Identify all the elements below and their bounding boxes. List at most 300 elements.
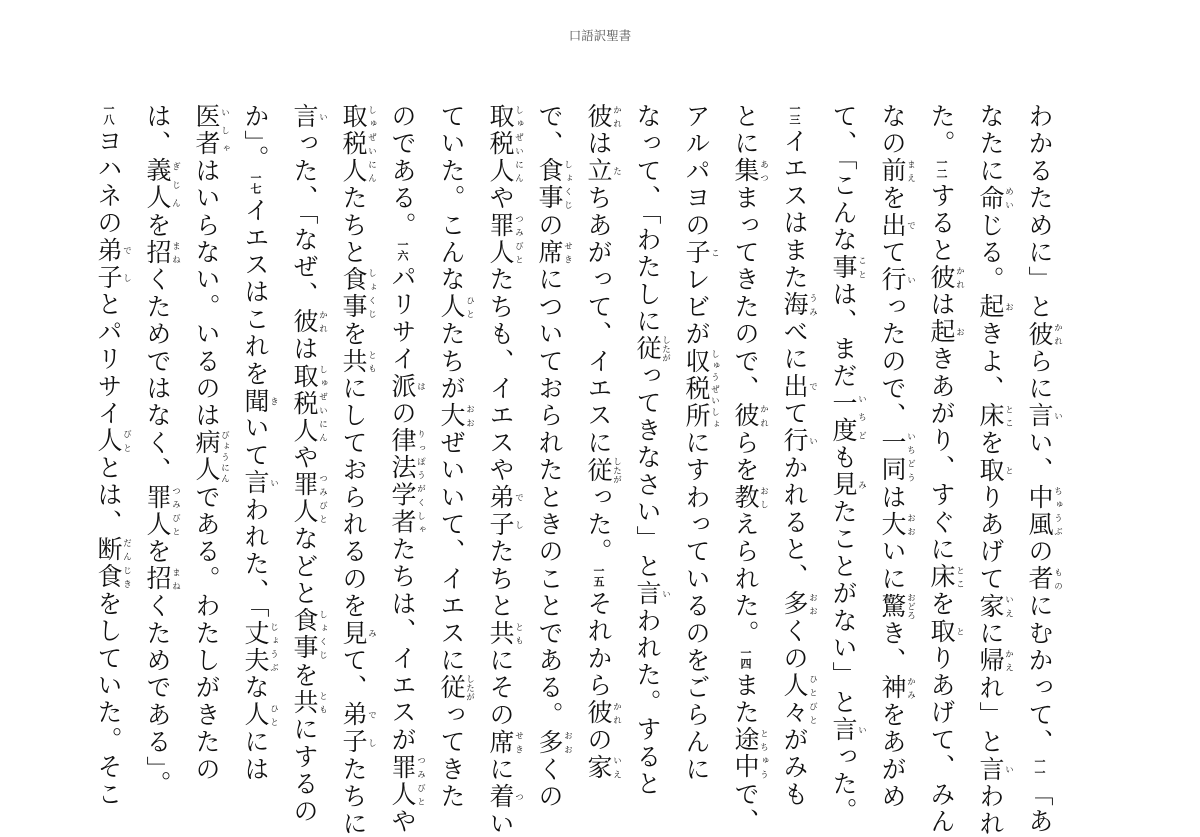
text-segment: に <box>976 619 1005 648</box>
ruby-word <box>1025 565 1063 593</box>
text-segment: アルパヨの <box>682 103 711 239</box>
ruby-base-text: 取税人 <box>339 103 368 185</box>
furigana-reading: とこ <box>954 563 965 591</box>
ruby-word <box>94 536 132 591</box>
verse-number: 一四 <box>739 647 752 670</box>
ruby-word <box>976 456 1014 484</box>
ruby-word <box>829 716 867 744</box>
ruby-word <box>388 427 426 537</box>
furigana-reading: おお <box>905 511 916 539</box>
ruby-word <box>486 783 524 811</box>
ruby-base-text: 義人 <box>143 157 172 212</box>
text-segment: て、 <box>339 647 368 702</box>
ruby-base-text: 中風 <box>1025 483 1054 539</box>
furigana-reading: とこ <box>1003 402 1014 430</box>
text-line <box>439 103 475 810</box>
ruby-base-text: 丈夫 <box>241 619 270 675</box>
ruby-base-text: 共 <box>290 688 319 717</box>
ruby-base-text: 食事 <box>339 266 368 321</box>
furigana-reading: もの <box>1052 565 1063 593</box>
text-segment: また <box>731 672 760 727</box>
ruby-base-text: 前 <box>878 157 907 185</box>
ruby-word <box>976 184 1014 212</box>
ruby-base-text: 従 <box>584 456 613 484</box>
text-segment: とに <box>731 103 760 158</box>
ruby-base-text: 弟子 <box>339 701 368 756</box>
ruby-word <box>878 157 916 185</box>
furigana-reading: じょうぶ <box>268 619 279 675</box>
ruby-word <box>486 619 524 648</box>
text-segment: った。 <box>584 483 613 566</box>
text-segment: て <box>780 400 809 428</box>
text-segment: レビが <box>682 266 711 348</box>
verse-number: 一六 <box>396 239 409 261</box>
ruby-base-text: 断食 <box>94 536 123 591</box>
furigana-reading: お <box>1003 293 1014 321</box>
ruby-word <box>780 427 818 455</box>
text-segment: らを <box>731 429 760 484</box>
furigana-reading: おどろ <box>905 592 916 620</box>
text-line <box>341 103 377 837</box>
ruby-word <box>192 429 230 484</box>
ruby-base-text: 大 <box>437 402 466 430</box>
text-segment: べに <box>780 318 809 373</box>
furigana-reading: りっぽうがくしゃ <box>415 427 426 537</box>
ruby-base-text: 人々 <box>780 672 809 727</box>
furigana-reading: びょうにん <box>219 429 230 484</box>
text-segment: われた。すると <box>633 607 662 798</box>
ruby-word <box>290 471 328 526</box>
ruby-word <box>241 701 279 729</box>
furigana-reading: い <box>807 427 818 455</box>
ruby-base-text: 行 <box>878 266 907 294</box>
ruby-base-text: 食事 <box>290 607 319 662</box>
ruby-base-text: 弟子 <box>94 236 123 292</box>
ruby-base-text: 神 <box>878 674 907 702</box>
ruby-word <box>927 318 965 346</box>
text-line <box>488 103 524 837</box>
furigana-reading: でし <box>366 701 377 756</box>
text-segment: の <box>584 726 613 754</box>
text-segment: や <box>290 444 319 472</box>
ruby-word <box>633 335 671 363</box>
furigana-reading: びと <box>121 427 132 455</box>
text-segment: の <box>388 400 417 428</box>
text-line <box>1027 103 1063 835</box>
furigana-reading: み <box>366 619 377 648</box>
furigana-reading: つみびと <box>513 211 524 267</box>
ruby-base-text: 彼 <box>584 103 613 131</box>
ruby-word <box>878 674 916 702</box>
text-line <box>635 103 671 798</box>
text-segment: や <box>486 184 515 212</box>
furigana-reading: したが <box>611 456 622 484</box>
ruby-base-text: 集 <box>731 157 760 185</box>
text-segment: たちに <box>339 755 368 837</box>
furigana-reading: い <box>268 469 279 497</box>
ruby-base-text: 教 <box>731 483 760 512</box>
ruby-word <box>437 293 475 321</box>
ruby-base-text: 多 <box>535 728 564 756</box>
text-segment: りあげて <box>976 483 1005 593</box>
text-segment: かれると、 <box>780 454 809 591</box>
text-segment: たことがない」と <box>829 498 858 717</box>
furigana-reading: い <box>660 580 671 608</box>
ruby-base-text: 言 <box>1025 402 1054 430</box>
text-segment: である。わたしがきたの <box>192 483 221 784</box>
ruby-word <box>388 372 426 401</box>
text-segment: た。 <box>927 103 956 158</box>
text-segment: は <box>584 130 613 158</box>
ruby-word <box>241 387 279 415</box>
text-segment: たちと <box>486 538 515 620</box>
ruby-base-text: 従 <box>437 674 466 702</box>
ruby-word <box>290 362 328 445</box>
furigana-reading: は <box>415 372 426 400</box>
text-segment: い <box>486 810 515 837</box>
text-segment: はいらない。いるのは <box>192 157 221 430</box>
text-segment: を <box>927 590 956 618</box>
text-line <box>243 103 279 783</box>
ruby-word <box>339 266 377 321</box>
ruby-word <box>486 728 524 756</box>
ruby-word <box>976 647 1014 675</box>
furigana-reading: つみびと <box>415 753 426 809</box>
ruby-word <box>927 264 965 292</box>
ruby-base-text: 招 <box>143 565 172 593</box>
text-segment: じる。 <box>976 211 1005 294</box>
ruby-base-text: 派 <box>388 372 417 401</box>
ruby-word <box>339 347 377 376</box>
ruby-base-text: 子 <box>682 239 711 267</box>
ruby-word <box>878 592 916 620</box>
text-segment: の <box>1025 538 1054 566</box>
text-segment: ていた。こんな <box>437 103 466 294</box>
text-segment: った、「なぜ、 <box>290 130 319 309</box>
text-segment: き、 <box>878 619 907 675</box>
furigana-reading: とも <box>317 688 328 717</box>
text-segment: は、まだ <box>829 280 858 390</box>
furigana-reading: しょくじ <box>366 266 377 321</box>
ruby-word <box>486 103 524 185</box>
text-line <box>145 103 181 798</box>
text-segment: イエスはまた <box>780 128 809 292</box>
text-segment: にむかって、 <box>1025 592 1054 756</box>
ruby-base-text: 見 <box>829 471 858 499</box>
text-segment: らに <box>1025 347 1054 403</box>
ruby-base-text: 立 <box>584 157 613 185</box>
ruby-word <box>682 239 720 267</box>
text-segment: についておられたときのことである。 <box>535 266 564 729</box>
ruby-word <box>241 469 279 497</box>
furigana-reading: しゅぜいにん <box>317 362 328 445</box>
ruby-word <box>584 456 622 484</box>
furigana-reading: と <box>954 617 965 645</box>
ruby-base-text: 事 <box>829 253 858 281</box>
ruby-word <box>339 619 377 648</box>
text-segment: イエスはこれを <box>241 197 270 388</box>
furigana-reading: まね <box>170 239 181 267</box>
ruby-base-text: 招 <box>143 239 172 267</box>
ruby-base-text: 途中 <box>731 726 760 781</box>
furigana-reading: おし <box>758 483 769 512</box>
text-segment: ヨハネの <box>94 128 123 237</box>
text-segment: を <box>878 184 907 212</box>
ruby-word <box>682 347 720 430</box>
ruby-word <box>731 157 769 185</box>
text-segment: で、 <box>731 780 760 836</box>
ruby-word <box>878 429 916 484</box>
furigana-reading: まえ <box>905 157 916 185</box>
ruby-base-text: 罪人 <box>388 753 417 809</box>
text-segment: にその <box>486 647 515 729</box>
text-segment: ってきた <box>437 701 466 811</box>
text-segment: くの <box>535 755 564 811</box>
text-segment: にすわっているのをごらんに <box>682 429 711 784</box>
ruby-base-text: 起 <box>976 293 1005 321</box>
text-segment: なって、「わたしに <box>633 103 662 336</box>
ruby-word <box>535 239 573 267</box>
text-segment: て、「こんな <box>829 103 858 254</box>
furigana-reading: つみびと <box>317 471 328 526</box>
text-segment: いて <box>241 414 270 470</box>
ruby-base-text: 一同 <box>878 429 907 484</box>
text-segment: りあげて、みん <box>927 644 956 836</box>
furigana-reading: したが <box>464 674 475 702</box>
ruby-word <box>829 471 867 499</box>
text-segment: を <box>143 538 172 566</box>
ruby-base-text: 一度 <box>829 389 858 445</box>
furigana-reading: おお <box>807 590 818 618</box>
furigana-reading: と <box>1003 456 1014 484</box>
ruby-base-text: 席 <box>535 239 564 267</box>
furigana-reading: い <box>317 103 328 131</box>
furigana-reading: こと <box>856 253 867 281</box>
text-segment: わかるために」と <box>1025 103 1054 321</box>
text-segment: も <box>829 444 858 472</box>
ruby-word <box>535 157 573 212</box>
ruby-base-text: 収税所 <box>682 347 711 430</box>
ruby-word <box>927 617 965 645</box>
ruby-base-text: 取税人 <box>290 362 319 445</box>
ruby-base-text: 家 <box>584 753 613 781</box>
ruby-base-text: 彼 <box>290 308 319 336</box>
ruby-base-text: 言 <box>290 103 319 131</box>
ruby-word <box>829 389 867 445</box>
ruby-base-text: 者 <box>1025 565 1054 593</box>
ruby-base-text: 従 <box>633 335 662 363</box>
ruby-word <box>976 592 1014 620</box>
ruby-word <box>437 402 475 430</box>
ruby-word <box>192 103 230 158</box>
ruby-base-text: 席 <box>486 728 515 756</box>
furigana-reading: かれ <box>758 402 769 430</box>
ruby-base-text: 言 <box>241 469 270 497</box>
ruby-base-text: 罪人 <box>486 211 515 267</box>
text-segment: は <box>927 291 956 319</box>
text-segment: ちあがって、イエスに <box>584 184 613 457</box>
ruby-base-text: 弟子 <box>486 483 515 539</box>
ruby-word <box>584 103 622 131</box>
ruby-word <box>143 483 181 539</box>
furigana-reading: いしゃ <box>219 103 230 158</box>
text-segment: の <box>535 211 564 240</box>
verse-number: 一七 <box>249 172 262 195</box>
verse-number: 一二 <box>935 157 948 180</box>
ruby-base-text: 医者 <box>192 103 221 158</box>
text-line <box>194 103 230 783</box>
furigana-reading: でし <box>513 483 524 539</box>
ruby-word <box>878 511 916 539</box>
text-line <box>929 103 965 835</box>
text-segment: い、 <box>1025 429 1054 484</box>
furigana-reading: ちゅうぶ <box>1052 483 1063 539</box>
furigana-reading: こ <box>709 239 720 267</box>
verse-number: 一五 <box>592 565 605 588</box>
ruby-base-text: 出 <box>878 211 907 240</box>
ruby-base-text: 罪人 <box>143 483 172 539</box>
ruby-base-text: 言 <box>633 580 662 608</box>
text-segment: や <box>388 808 417 836</box>
text-segment: えられた。 <box>731 511 760 648</box>
text-segment: ったので、 <box>878 293 907 430</box>
text-segment: を <box>143 211 172 240</box>
furigana-reading: で <box>905 211 916 239</box>
text-line <box>831 103 867 825</box>
furigana-reading: でし <box>121 236 132 292</box>
text-segment: か」。 <box>241 103 270 173</box>
ruby-base-text: 言 <box>976 755 1005 784</box>
text-segment: った。 <box>829 743 858 825</box>
text-segment: なの <box>878 103 907 158</box>
ruby-base-text: 罪人 <box>290 471 319 526</box>
ruby-base-text: 共 <box>486 619 515 648</box>
ruby-word <box>731 726 769 781</box>
ruby-word <box>339 701 377 756</box>
text-line <box>292 103 328 825</box>
text-line <box>782 103 818 808</box>
text-segment: たちと <box>339 184 368 267</box>
text-segment: をあがめ <box>878 701 907 811</box>
text-segment: たちは、イエスが <box>388 536 417 754</box>
text-segment: を <box>339 320 368 348</box>
text-segment: な <box>241 674 270 702</box>
furigana-reading: ひと <box>268 701 279 729</box>
furigana-reading: うみ <box>807 291 818 319</box>
ruby-word <box>339 103 377 185</box>
ruby-base-text: 取 <box>927 617 956 645</box>
page-header-title: 口語訳聖書 <box>568 28 632 43</box>
furigana-reading: まね <box>170 565 181 593</box>
furigana-reading: しゅうぜいしょ <box>709 347 720 430</box>
furigana-reading: とも <box>366 347 377 376</box>
ruby-base-text: 見 <box>339 619 368 648</box>
text-segment: いに <box>878 538 907 593</box>
furigana-reading: とも <box>513 619 524 648</box>
ruby-word <box>780 291 818 319</box>
text-segment: ぜいいて、イエスに <box>437 429 466 675</box>
furigana-reading: み <box>856 471 867 499</box>
text-segment: は <box>878 483 907 512</box>
ruby-word <box>780 590 818 618</box>
ruby-word <box>927 563 965 591</box>
ruby-base-text: 大 <box>878 511 907 539</box>
ruby-word <box>584 157 622 185</box>
scripture-text-block <box>0 103 1200 837</box>
text-segment: は <box>290 335 319 363</box>
text-segment: きあがり、すぐに <box>927 345 956 564</box>
furigana-reading: せき <box>513 728 524 756</box>
text-segment: は、 <box>143 103 172 158</box>
text-segment: それから <box>584 590 613 700</box>
text-segment: がみも <box>780 726 809 809</box>
furigana-reading: お <box>954 318 965 346</box>
ruby-word <box>731 402 769 430</box>
ruby-base-text: 彼 <box>584 699 613 727</box>
text-line <box>390 103 426 835</box>
ruby-word <box>535 728 573 756</box>
furigana-reading: あつ <box>758 157 769 185</box>
furigana-reading: だんじき <box>121 536 132 591</box>
ruby-word <box>976 755 1014 784</box>
ruby-word <box>94 236 132 292</box>
text-line <box>537 103 573 810</box>
ruby-word <box>584 753 622 781</box>
furigana-reading: いちど <box>856 389 867 445</box>
ruby-base-text: 帰 <box>976 647 1005 675</box>
text-segment: たちが <box>437 320 466 403</box>
furigana-reading: せき <box>562 239 573 267</box>
furigana-reading: い <box>1052 402 1063 430</box>
text-segment: 「あ <box>1025 780 1054 836</box>
text-segment: すると <box>927 182 956 265</box>
ruby-word <box>241 619 279 675</box>
text-line <box>978 103 1014 837</box>
ruby-base-text: 取税人 <box>486 103 515 185</box>
verse-number: 一一 <box>1033 755 1046 778</box>
ruby-base-text: 海 <box>780 291 809 319</box>
ruby-base-text: 驚 <box>878 592 907 620</box>
ruby-word <box>486 483 524 539</box>
ruby-word <box>94 427 132 455</box>
ruby-word <box>584 699 622 727</box>
text-line <box>684 103 720 783</box>
ruby-base-text: 床 <box>976 402 1005 430</box>
text-segment: を <box>290 661 319 689</box>
ruby-base-text: 床 <box>927 563 956 591</box>
text-line <box>880 103 916 810</box>
text-segment: なたに <box>976 103 1005 185</box>
ruby-base-text: 多 <box>780 590 809 618</box>
ruby-word <box>976 402 1014 430</box>
text-segment: で、 <box>535 103 564 158</box>
ruby-word <box>290 103 328 131</box>
furigana-reading: かえ <box>1003 647 1014 675</box>
furigana-reading: いえ <box>611 753 622 781</box>
text-segment: を <box>976 429 1005 457</box>
ruby-word <box>290 688 328 717</box>
text-segment: パリサイ <box>388 264 417 373</box>
ruby-word <box>143 565 181 593</box>
ruby-word <box>1025 320 1063 348</box>
text-segment: にするの <box>290 716 319 825</box>
ruby-base-text: 家 <box>976 592 1005 620</box>
furigana-reading: したが <box>660 335 671 363</box>
furigana-reading: かれ <box>954 264 965 292</box>
furigana-reading: おお <box>464 402 475 430</box>
furigana-reading: しゅぜいにん <box>366 103 377 185</box>
ruby-base-text: 共 <box>339 347 368 376</box>
